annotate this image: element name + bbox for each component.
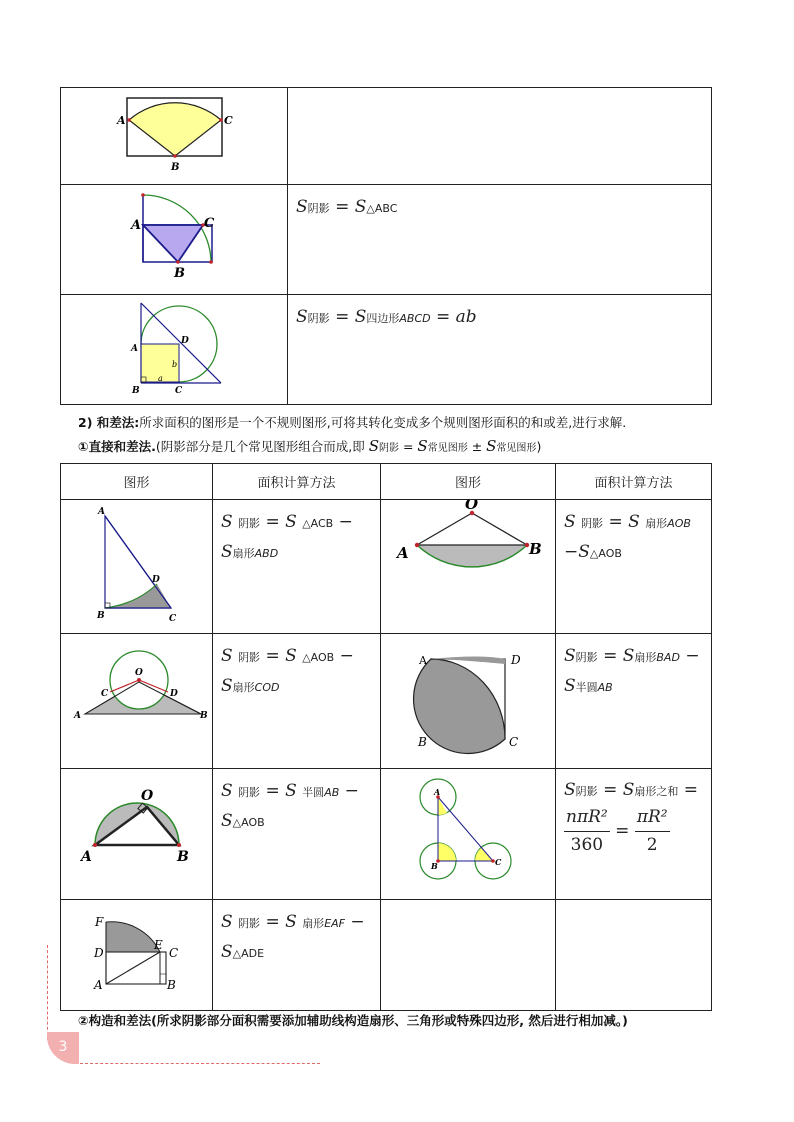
label-c: C xyxy=(169,614,177,624)
label-a: A xyxy=(131,218,142,233)
formula-text: S 阴影 = S △AOB − S扇形COD xyxy=(221,646,354,696)
formula-cell xyxy=(213,900,381,1011)
paragraph-direct-method: ①直接和差法.(阴影部分是几个常见图形组合而成,即 S阴影 = S常见图形 ± S常见图形) xyxy=(78,437,542,455)
main-table xyxy=(60,463,712,1011)
label-a: A xyxy=(419,654,427,667)
label-c: C xyxy=(175,386,183,396)
label-a: A xyxy=(434,787,441,797)
label-b: B xyxy=(418,735,427,749)
figure-square-in-circle xyxy=(61,295,287,403)
figure-three-circles-triangle xyxy=(381,769,555,895)
formula-cell xyxy=(288,295,712,405)
label-a-side: a xyxy=(158,374,163,383)
figure-triangle-with-circle xyxy=(61,634,212,764)
empty-cell xyxy=(381,900,556,1011)
formula-cell xyxy=(288,88,712,185)
formula-text: S阴影 = S扇形之和 = $\frac{\text{nπR²}}{360}$ = $\frac{\text{πR²}}{2}$ xyxy=(564,780,699,856)
top-table xyxy=(60,87,712,405)
formula-text: S 阴影 = S △ACB − S扇形ABD xyxy=(221,512,353,562)
figure-right-triangle-sector xyxy=(61,500,212,629)
decorative-dashed-line xyxy=(80,1063,320,1064)
figure-cell xyxy=(61,769,213,900)
figure-cell xyxy=(61,634,213,769)
label-b: B xyxy=(132,386,140,396)
label-o: O xyxy=(465,500,479,513)
header-figure: 图形 xyxy=(61,464,213,500)
label-d: D xyxy=(170,689,178,699)
formula-text: S 阴影 = S 扇形EAF − S△ADE xyxy=(221,912,365,962)
page-number: 3 xyxy=(58,1039,68,1055)
label-b: B xyxy=(529,540,542,558)
paragraph-construct-method: ②构造和差法(所求阴影部分面积需要添加辅助线构造扇形、三角形或特殊四边形, 然后进行相加减。) xyxy=(78,1013,628,1028)
label-a: A xyxy=(98,507,105,517)
label-d: D xyxy=(152,575,160,585)
label-e: E xyxy=(154,938,163,952)
label-d: D xyxy=(511,653,521,667)
label-b-side: b xyxy=(172,360,178,369)
label-b: B xyxy=(171,162,180,173)
label-a: A xyxy=(81,849,92,865)
formula-cell xyxy=(556,769,712,900)
label-c: C xyxy=(495,857,502,867)
formula-cell xyxy=(213,634,381,769)
header-method: 面积计算方法 xyxy=(213,464,381,500)
label-a: A xyxy=(117,114,126,127)
formula-cell xyxy=(213,500,381,634)
label-b: B xyxy=(431,861,438,871)
label-o: O xyxy=(141,788,154,804)
decorative-dashed-line xyxy=(47,945,48,1040)
figure-cell xyxy=(61,900,213,1011)
label-c: C xyxy=(224,114,233,127)
formula-text: S 阴影 = S 扇形AOB −S△AOB xyxy=(564,512,691,562)
label-o: O xyxy=(135,668,143,678)
label-a: A xyxy=(74,711,81,721)
label-b: B xyxy=(167,978,176,992)
formula-cell xyxy=(213,769,381,900)
formula-text: S阴影 = S△ABC xyxy=(296,197,398,217)
figure-cell xyxy=(61,500,213,634)
figure-cell xyxy=(381,769,556,900)
header-method: 面积计算方法 xyxy=(556,464,712,500)
label-c: C xyxy=(204,216,215,231)
formula-cell xyxy=(556,634,712,769)
formula-text: S阴影 = S四边形ABCD = ab xyxy=(296,307,477,327)
figure-cell xyxy=(61,185,288,295)
figure-cell xyxy=(381,500,556,634)
page-number-tab xyxy=(47,1032,79,1064)
label-d: D xyxy=(181,336,189,346)
figure-cell xyxy=(61,295,288,405)
formula-cell xyxy=(288,185,712,295)
formula-cell xyxy=(556,500,712,634)
figure-semicircle-triangle xyxy=(61,769,212,895)
label-c: C xyxy=(169,946,179,960)
empty-cell xyxy=(556,900,712,1011)
figure-sector-in-rectangle xyxy=(61,88,287,183)
figure-segment-below-triangle xyxy=(381,500,555,629)
label-d: D xyxy=(94,946,104,960)
formula-text: S 阴影 = S 半圆AB − S△AOB xyxy=(221,781,359,831)
label-a: A xyxy=(131,344,138,354)
label-b: B xyxy=(200,711,208,721)
label-a: A xyxy=(94,978,103,992)
header-figure: 图形 xyxy=(381,464,556,500)
label-b: B xyxy=(177,849,189,865)
figure-sector-rectangle xyxy=(61,900,212,1006)
label-c: C xyxy=(509,735,519,749)
figure-square-crescent xyxy=(381,634,555,764)
label-f: F xyxy=(95,915,104,929)
figure-triangle-in-quarter-circle xyxy=(61,185,287,293)
label-b: B xyxy=(174,266,185,281)
figure-cell xyxy=(61,88,288,185)
paragraph-sum-difference: 2) 和差法:所求面积的图形是一个不规则图形,可将其转化变成多个规则图形面积的和或差,进行求解. xyxy=(78,415,627,430)
figure-cell xyxy=(381,634,556,769)
formula-text: S阴影 = S扇形BAD − S半圆AB xyxy=(564,646,700,696)
label-a: A xyxy=(397,544,409,562)
label-c: C xyxy=(101,689,109,699)
label-b: B xyxy=(97,611,105,621)
